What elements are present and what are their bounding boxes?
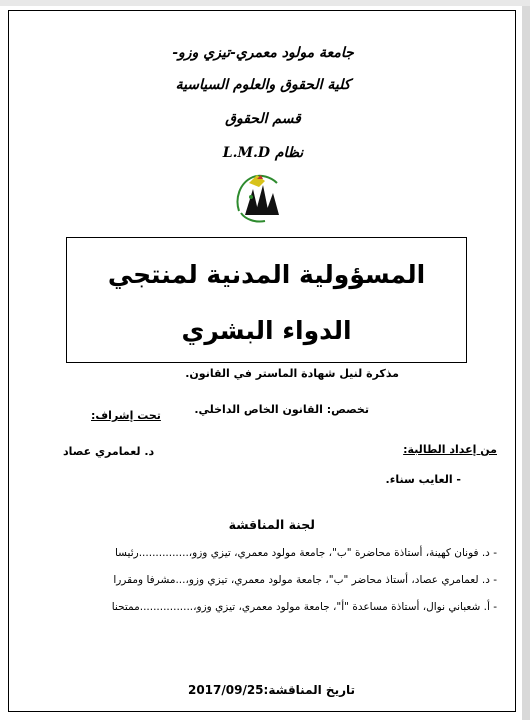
supervision-label: تحت إشراف: — [91, 409, 161, 422]
department-name: قسم الحقوق — [225, 111, 301, 127]
university-name: جامعة مولود معمري-تيزي وزو- — [172, 45, 354, 61]
university-logo-icon — [231, 169, 287, 227]
thesis-specialty: تخصص: القانون الخاص الداخلي. — [194, 403, 369, 416]
thesis-purpose: مذكرة لنيل شهادة الماستر في القانون. — [185, 367, 399, 380]
committee-title: لجنة المناقشة — [228, 517, 315, 532]
thesis-title-box — [66, 237, 467, 363]
committee-member: - د. فونان كهينة، أستاذة محاضرة "ب"، جامعة مولود معمري، تيزي وزو،...............رئيسا — [114, 547, 497, 559]
committee-member: - أ. شعباني نوال، أستاذة مساعدة "أ"، جامعة مولود معمري، تيزي وزو،................ممتحنا — [111, 601, 497, 613]
lmd-system: نظام L.M.D — [222, 145, 304, 161]
thesis-title-line1: المسؤولية المدنية لمنتجي — [107, 260, 426, 289]
student-name: - العايب سناء. — [385, 473, 461, 486]
window-top-bar — [0, 0, 530, 6]
page-shadow — [522, 6, 530, 720]
document-page — [8, 10, 516, 712]
thesis-title-line2: الدواء البشري — [181, 316, 352, 345]
prepared-by-label: من إعداد الطالبة: — [403, 443, 497, 456]
faculty-name: كلية الحقوق والعلوم السياسية — [175, 77, 351, 93]
discussion-date: تاريخ المناقشة:2017/09/25 — [187, 683, 355, 697]
supervisor-name: د. لعمامري عصاد — [63, 445, 155, 458]
committee-member: - د. لعمامري عصاد، أستاذ محاضر "ب"، جامعة مولود معمري، تيزي وزو،...مشرفا ومقررا — [113, 574, 497, 586]
